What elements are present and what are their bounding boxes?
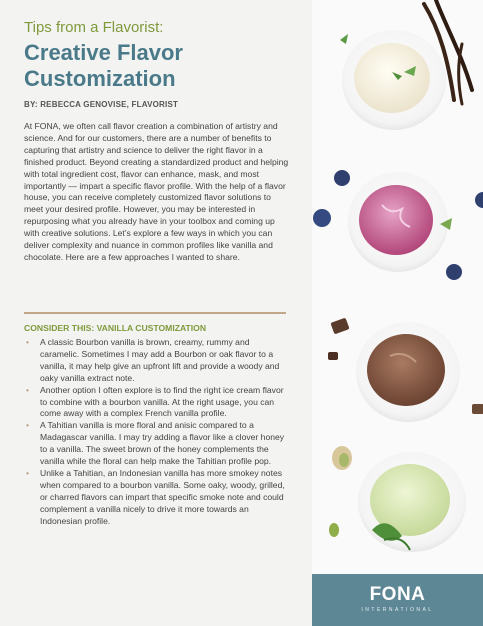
blueberry-icon (313, 209, 331, 227)
bullet-icon: • (26, 420, 30, 431)
list-item (24, 337, 290, 385)
fona-logo: FONA (369, 584, 426, 605)
ice-cream-photo (312, 0, 483, 574)
fona-logo-subtitle: INTERNATIONAL (361, 607, 434, 613)
kicker: Tips from a Flavorist: (24, 19, 164, 36)
bullet-text: A classic Bourbon vanilla is brown, creamy, rummy and caramelic. Sometimes I may add a Bourbon or oak flavor to a vanilla, it may help give an upfront lift and provide a woody and oaky vanilla extract note. (40, 337, 280, 383)
blueberry-icon (475, 192, 483, 208)
list-item (24, 420, 290, 468)
pistachio-nut-icon (329, 523, 339, 537)
bullet-text: A Tahitian vanilla is more floral and anisic compared to a Madagascar vanilla. I may try adding a flavor like a clover honey to a vanilla. The sweet brown of the honey complements the vanilla while the floral can help make the Tahitian profile pop. (40, 420, 285, 467)
bullet-icon: • (26, 384, 30, 395)
chocolate-piece-icon (472, 404, 483, 414)
bullet-icon: • (26, 337, 30, 347)
blueberry-icon (446, 264, 462, 280)
list-item (24, 385, 290, 421)
pistachio-bowl-icon (358, 452, 466, 552)
pistachio-nut-icon (339, 453, 349, 467)
bullet-text: Another option I often explore is to find the right ice cream flavor to combine with a bourbon vanilla. At the right usage, you can come away with a complex French vanilla profile. (40, 384, 284, 419)
page-title: Creative Flavor Customization (24, 40, 183, 91)
vanilla-bowl-icon (342, 30, 446, 130)
bullet-list (24, 337, 290, 528)
chocolate-piece-icon (330, 318, 349, 335)
bullet-text: Unlike a Tahitian, an Indonesian vanilla has more smokey notes when compared to a bourbon vanilla. Some oaky, woody, grilled, or charred flavors can impart that specific smoke note and could complement a vanilla nicely to drive it more towards an Indonesian profile. (40, 467, 285, 526)
berry-bowl-icon (348, 172, 448, 272)
blueberry-icon (334, 170, 350, 186)
section-heading: CONSIDER THIS: VANILLA CUSTOMIZATION (24, 323, 207, 333)
intro-paragraph: At FONA, we often call flavor creation a combination of artistry and science. And for our customers, there are a number of benefits to capturing that artistry and science to deliver the right flavor in a finished product. Beyond creating a standardized product and helping with total ingredient cost, flavor can enhance, mask, and most importantly — impart a specific flavor profile. With the help of a flavor house, you can receive completely customized flavor solutions to meet your desired profile. However, you may be interested in repurposing what you already have in your toolbox and coming up with creative solutions. Let’s explore a few ways in which you can deliver complexity and nuance in common profiles like vanilla and chocolate. Here are a few approaches I wanted to share. (24, 121, 289, 262)
bullet-icon: • (26, 467, 30, 478)
ice-cream-illustration (312, 0, 483, 574)
list-item (24, 468, 290, 528)
brand-footer (312, 574, 483, 626)
chocolate-bowl-icon (356, 322, 460, 422)
byline: BY: REBECCA GENOVISE, FLAVORIST (24, 100, 179, 109)
section-divider (24, 312, 286, 314)
mint-leaf-icon (340, 34, 348, 44)
chocolate-piece-icon (328, 352, 338, 360)
